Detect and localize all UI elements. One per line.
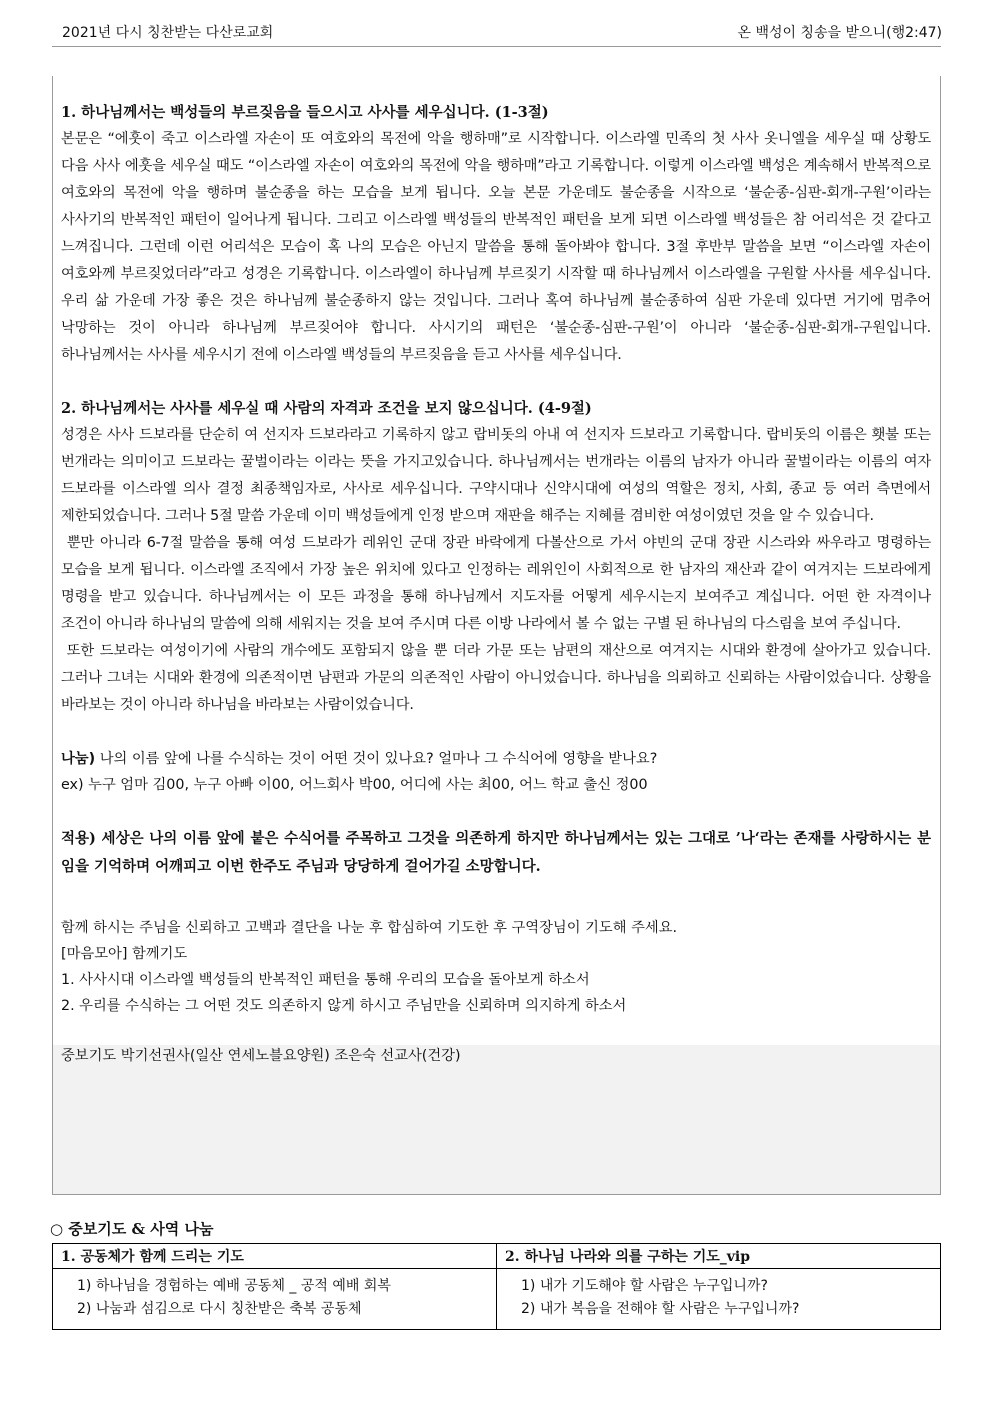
section2-para-3: 또한 드보라는 여성이기에 사람의 개수에도 포함되지 않을 뿐 더라 가문 또는 남편의 재산으로 여겨지는 시대와 환경에 살아가고 있습니다. 그러나 그녀는 시대와 환경에 의존적이면 남편과 가문의 의존적인 사람이 아니었습니다. 하나님을 의뢰하고 신뢰하는 사람이었습니다. 상황을 바라보는 것이 아니라 하나님을 바라보는 사람이었습니다. (61, 643, 931, 713)
bottom-section-title: ○ 중보기도 & 사역 나눔 (50, 1220, 214, 1238)
intercession-line: 중보기도 박기선권사(일산 연세노블요양원) 조은숙 선교사(건강) (61, 1048, 461, 1064)
section2-title: 2. 하나님께서는 사사를 세우실 때 사람의 자격과 조건을 보지 않으십니다. (4-9절) (61, 400, 592, 417)
application-text: 적용) 세상은 나의 이름 앞에 붙은 수식어를 주목하고 그것을 의존하게 하지만 하나님께서는 있는 그대로 ’나‘라는 존재를 사랑하시는 분임을 기억하며 어깨피고 이번 한주도 주님과 당당하게 걸어가길 소망합니다. (61, 830, 931, 875)
sermon-content (61, 100, 931, 1069)
table-header-community: 1. 공동체가 함께 드리는 기도 (53, 1244, 497, 1269)
header-divider (52, 46, 941, 47)
table-header-vip: 2. 하나님 나라와 의를 구하는 기도_vip (497, 1244, 941, 1269)
prayer-item-1: 1. 사사시대 이스라엘 백성들의 반복적인 패턴을 통해 우리의 모습을 돌아보게 하소서 (61, 972, 590, 988)
section2-para-2: 뿐만 아니라 6-7절 말씀을 통해 여성 드보라가 레위인 군대 장관 바락에게 다볼산으로 가서 야빈의 군대 장관 시스라와 싸우라고 명령하는 모습을 보게 됩니다. 이스라엘 조직에서 가장 높은 위치에 있다고 인정하는 레위인이 사회적으로 한 남자의 재산과 같이 여겨지는 드보라에게 명령을 받고 있습니다. 하나님께서는 이 모든 과정을 통해 하나님께서 지도자를 어떻게 세우시는지 보여주고 계십니다. 어떤 한 자격이나 조건이 아니라 하나님의 말씀에 의해 세워지는 것을 보여 주시며 다른 이방 나라에서 볼 수 없는 구별 된 하나님의 다스림을 보여 주십니다. (61, 535, 931, 632)
prayer-heading: [마음모아] 함께기도 (61, 946, 188, 962)
section1-title: 1. 하나님께서는 백성들의 부르짖음을 들으시고 사사를 세우십니다. (1-3절) (61, 104, 549, 121)
sharing-label: 나눔) (61, 751, 96, 767)
table-cell-vip (497, 1269, 941, 1330)
header-right: 온 백성이 칭송을 받으니(행2:47) (737, 25, 942, 41)
prayer-table (52, 1243, 941, 1330)
prayer-item-2: 2. 우리를 수식하는 그 어떤 것도 의존하지 않게 하시고 주님만을 신뢰하며 의지하게 하소서 (61, 998, 627, 1014)
list-item: 2) 내가 복음을 전해야 할 사람은 누구입니까? (521, 1301, 800, 1317)
sharing-question: 나눔) 나의 이름 앞에 나를 수식하는 것이 어떤 것이 있나요? 얼마나 그 수식어에 영향을 받나요? (61, 751, 658, 767)
header-left: 2021년 다시 칭찬받는 다산로교회 (62, 25, 274, 41)
table-cell-community (53, 1269, 497, 1330)
list-item: 2) 나눔과 섬김으로 다시 칭찬받은 축복 공동체 (77, 1301, 362, 1317)
sharing-example: ex) 누구 엄마 김00, 누구 아빠 이00, 어느회사 박00, 어디에 사는 최00, 어느 학교 출신 정00 (61, 777, 648, 793)
list-item: 1) 내가 기도해야 할 사람은 누구입니까? (521, 1278, 768, 1294)
list-item: 1) 하나님을 경험하는 예배 공동체 _ 공적 예배 회복 (77, 1278, 391, 1294)
section1-body: 본문은 “에훗이 죽고 이스라엘 자손이 또 여호와의 목전에 악을 행하매”로 시작합니다. 이스라엘 민족의 첫 사사 옷니엘을 세우실 때 상황도 다음 사사 에훗을 세우실 때도 “이스라엘 자손이 여호와의 목전에 악을 행하매”라고 기록합니다. 이렇게 이스라엘 백성은 계속해서 반복적으로 여호와의 목전에 악을 행하며 불순종을 하는 모습을 보게 됩니다. 오늘 본문 가운데도 불순종을 시작으로 ‘불순종-심판-회개-구원’이라는 사사기의 반복적인 패턴이 일어나게 됩니다. 그리고 이스라엘 백성들의 반복적인 패턴을 보게 되면 이스라엘 백성들은 참 어리석은 것 같다고 느껴집니다. 그런데 이런 어리석은 모습이 혹 나의 모습은 아닌지 말씀을 통해 돌아봐야 합니다. 3절 후반부 말씀을 보면 “이스라엘 자손이 여호와께 부르짖었더라”라고 성경은 기록합니다. 이스라엘이 하나님께 부르짖기 시작할 때 하나님께서 이스라엘을 구원할 사사를 세우십니다. 우리 삶 가운데 가장 좋은 것은 하나님께 불순종하지 않는 것입니다. 그러나 혹여 하나님께 불순종하여 심판 가운데 있다면 거기에 멈추어 낙망하는 것이 아니라 하나님께 부르짖어야 합니다. 사시기의 패턴은 ‘불순종-심판-구원’이 아니라 ‘불순종-심판-회개-구원입니다. 하나님께서는 사사를 세우시기 전에 이스라엘 백성들의 부르짖음을 듣고 사사를 세우십니다. (61, 131, 931, 363)
section2-para-1: 성경은 사사 드보라를 단순히 여 선지자 드보라라고 기록하지 않고 랍비돗의 아내 여 선지자 드보라고 기록합니다. 랍비돗의 이름은 횃불 또는 번개라는 의미이고 드보라는 꿀벌이라는 이라는 뜻을 가지고있습니다. 하나님께서는 번개라는 이름의 남자가 아니라 꿀벌이라는 이름의 여자 드보라를 이스라엘 의사 결정 최종책임자로, 사사로 세우십니다. 구약시대나 신약시대에 여성의 역할은 정치, 사회, 종교 등 여러 측면에서 제한되었습니다. 그러나 5절 말씀 가운데 이미 백성들에게 인정 받으며 재판을 해주는 지혜를 겸비한 여성이였던 것을 알 수 있습니다. (61, 427, 931, 524)
prayer-intro: 함께 하시는 주님을 신뢰하고 고백과 결단을 나눈 후 합심하여 기도한 후 구역장님이 기도해 주세요. (61, 920, 678, 936)
